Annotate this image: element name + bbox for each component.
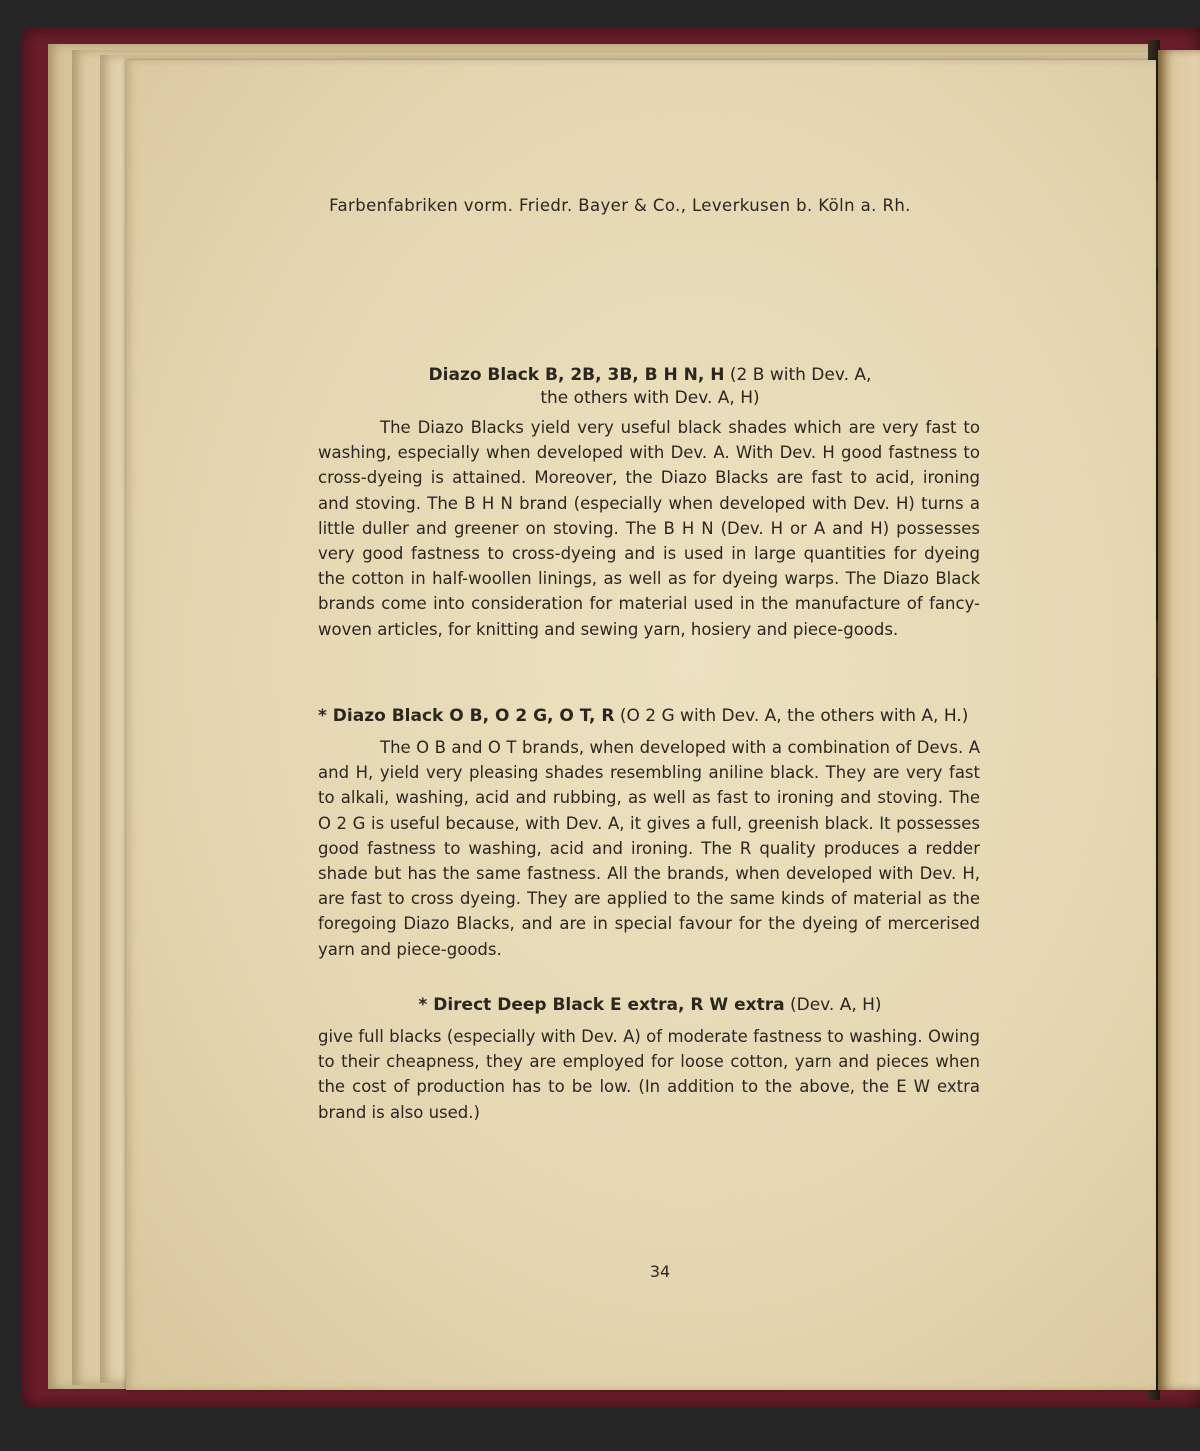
heading-note: (2 B with Dev. A, (729, 365, 872, 385)
facing-page-edge (1158, 50, 1200, 1390)
page-number: 34 (649, 1262, 671, 1281)
section-body: The Diazo Blacks yield very useful black shades which are very fast to washing, especially when developed with Dev. A. With Dev. H good fastness to cross-dyeing is attained. Moreover, the Diazo Blacks are fast to acid, ironing and stoving. The B H N brand (especially when developed with Dev. H) turns a little duller and greener on stoving. The B H N (Dev. H or A and H) possesses very good fastness to cross-dyeing and is used in large quantities for dyeing the cotton in half-woollen linings, as well as for dyeing warps. The Diazo Black brands come into consideration for material used in the manufacture of fancy-woven articles, for knitting and sewing yarn, hosiery and piece-goods. (318, 418, 980, 639)
section-heading (300, 994, 1000, 1017)
section-body: give full blacks (especially with Dev. A) of moderate fastness to washing. Owing to their cheapness, they are employed for loose cotton, yarn and pieces when the cost of production has to be low. (In addition to the above, the E W extra brand is also used.) (318, 1027, 980, 1122)
section-heading (318, 705, 998, 728)
section-heading (300, 364, 1000, 410)
section-body: The O B and O T brands, when developed with a combination of Devs. A and H, yield very pleasing shades resembling aniline black. They are very fast to alkali, washing, acid and rubbing, as well as fast to ironing and stoving. The O 2 G is useful because, with Dev. A, it gives a full, greenish black. It possesses good fastness to washing, acid and ironing. The R quality produces a redder shade but has the same fastness. All the brands, when developed with Dev. H, are fast to cross dyeing. They are applied to the same kinds of material as the foregoing Diazo Blacks, and are in special favour for the dyeing of mercerised yarn and piece-goods. (318, 738, 980, 959)
heading-note-line2: the others with Dev. A, H) (540, 388, 760, 408)
heading-note: (O 2 G with Dev. A, the others with A, H.) (619, 706, 969, 726)
heading-bold: Diazo Black B, 2B, 3B, B H N, H (428, 365, 725, 385)
running-head: Farbenfabriken vorm. Friedr. Bayer & Co., Leverkusen b. Köln a. Rh. (329, 196, 911, 215)
heading-bold: * Direct Deep Black E extra, R W extra (418, 995, 785, 1015)
heading-bold: * Diazo Black O B, O 2 G, O T, R (318, 706, 615, 726)
heading-note: (Dev. A, H) (789, 995, 882, 1015)
